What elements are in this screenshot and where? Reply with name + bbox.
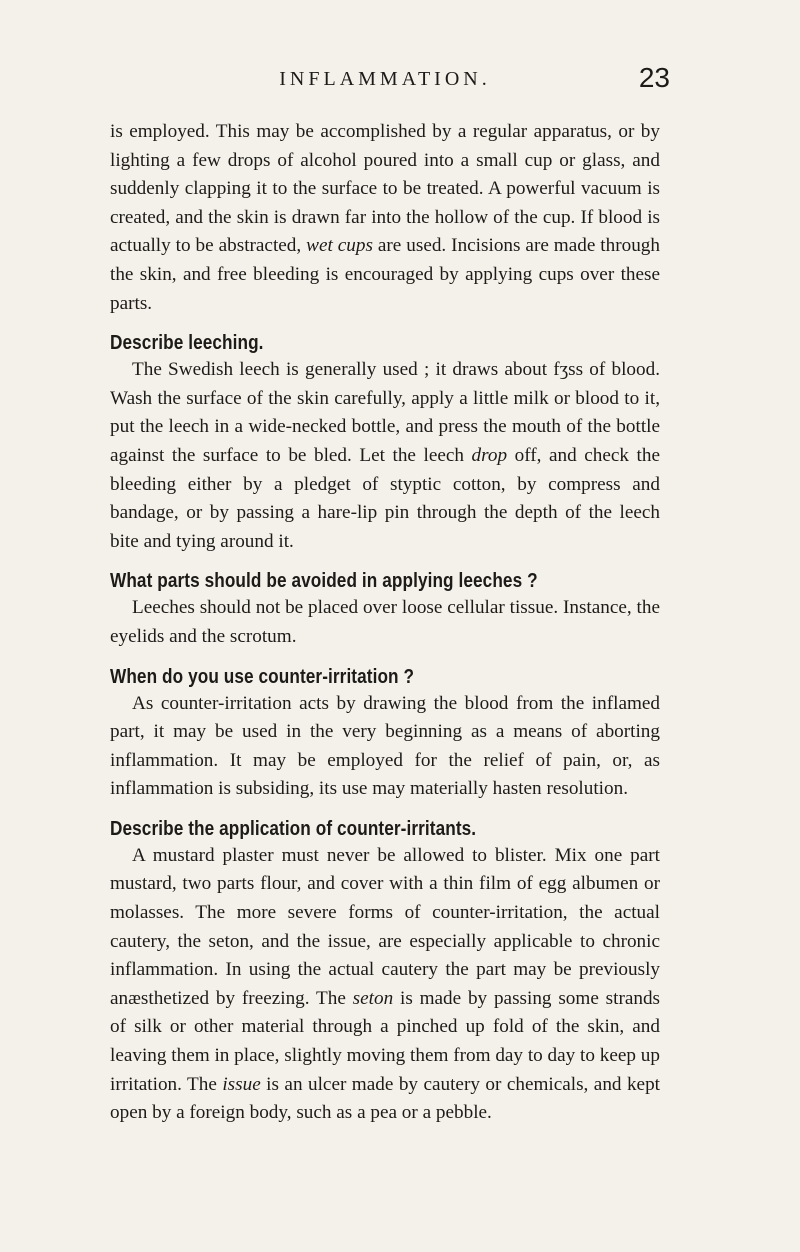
intro-paragraph: [110, 118, 660, 318]
answer-text-2: is made by passing some strands of silk or other material through a pinched up fold of the skin, and leaving them in place, slightly moving them from day to day to keep up irritation. The: [110, 987, 661, 1095]
answer-paragraph: [110, 842, 660, 1128]
intro-text-1: is employed. This may be accomplished by a regular apparatus, or by lighting a few drops of alcohol poured into a small cup or glass, and suddenly clapping it to the surface to be treated. A powerful vacuum is created, and the skin is drawn far into the hollow of the cup. If blood is actually to be abstracted,: [110, 121, 660, 257]
answer-paragraph: As counter-irritation acts by drawing the blood from the inflamed part, it may be used in the very beginning as a means of aborting inflammation. It may be employed for the relief of pain, or, as inflammation is subsiding, its use may materially hasten resolution.: [110, 692, 660, 800]
answer-italic-issue: issue: [222, 1073, 261, 1095]
answer-italic-drop: drop: [471, 444, 508, 466]
question-heading: When do you use counter-irritation ?: [110, 665, 415, 688]
running-header: [110, 60, 670, 100]
running-title: INFLAMMATION.: [279, 68, 491, 90]
answer-text-2: off, and check the bleeding either by a pledget of styptic cotton, by compress and bandage, or by passing a hare-lip pin through the depth of the leech bite and tying around it.: [110, 444, 660, 552]
page-number: 23: [638, 62, 670, 93]
answer-text-3: is an ulcer made by cautery or chemicals, and kept open by a foreign body, such as a pea or a pebble.: [110, 1073, 660, 1124]
intro-italic-wet-cups: wet cups: [306, 235, 373, 257]
intro-text-2: are used. Incisions are made through the skin, and free bleeding is encouraged by applying cups over these parts.: [110, 235, 660, 314]
answer-text-1: A mustard plaster must never be allowed to blister. Mix one part mustard, two parts flour, and cover with a thin film of egg albumen or molasses. The more severe forms of counter-irritation, the actual cautery, the seton, and the issue, are especially applicable to chronic inflammation. In using the actual cautery the part may be previously anæsthetized by freezing. The: [110, 844, 660, 1009]
question-heading: Describe the application of counter-irritants.: [110, 817, 477, 840]
section-leeches-avoid: [110, 568, 660, 651]
question-heading: Describe leeching.: [110, 332, 264, 355]
question-heading: What parts should be avoided in applying leeches ?: [110, 570, 538, 593]
answer-text-1: The Swedish leech is generally used ; it draws about fʒss of blood. Wash the surface of the skin carefully, apply a little milk or blood to it, put the leech in a wide-necked bottle, and press the mouth of the bottle against the surface to be bled. Let the leech: [110, 359, 660, 466]
answer-paragraph: Leeches should not be placed over loose cellular tissue. Instance, the eyelids and the scrotum.: [110, 597, 660, 647]
section-counter-irritants: [110, 816, 660, 1128]
section-counter-irritation: [110, 664, 660, 804]
answer-paragraph: [110, 356, 660, 556]
answer-italic-seton: seton: [352, 987, 394, 1009]
section-leeching: [110, 330, 660, 556]
